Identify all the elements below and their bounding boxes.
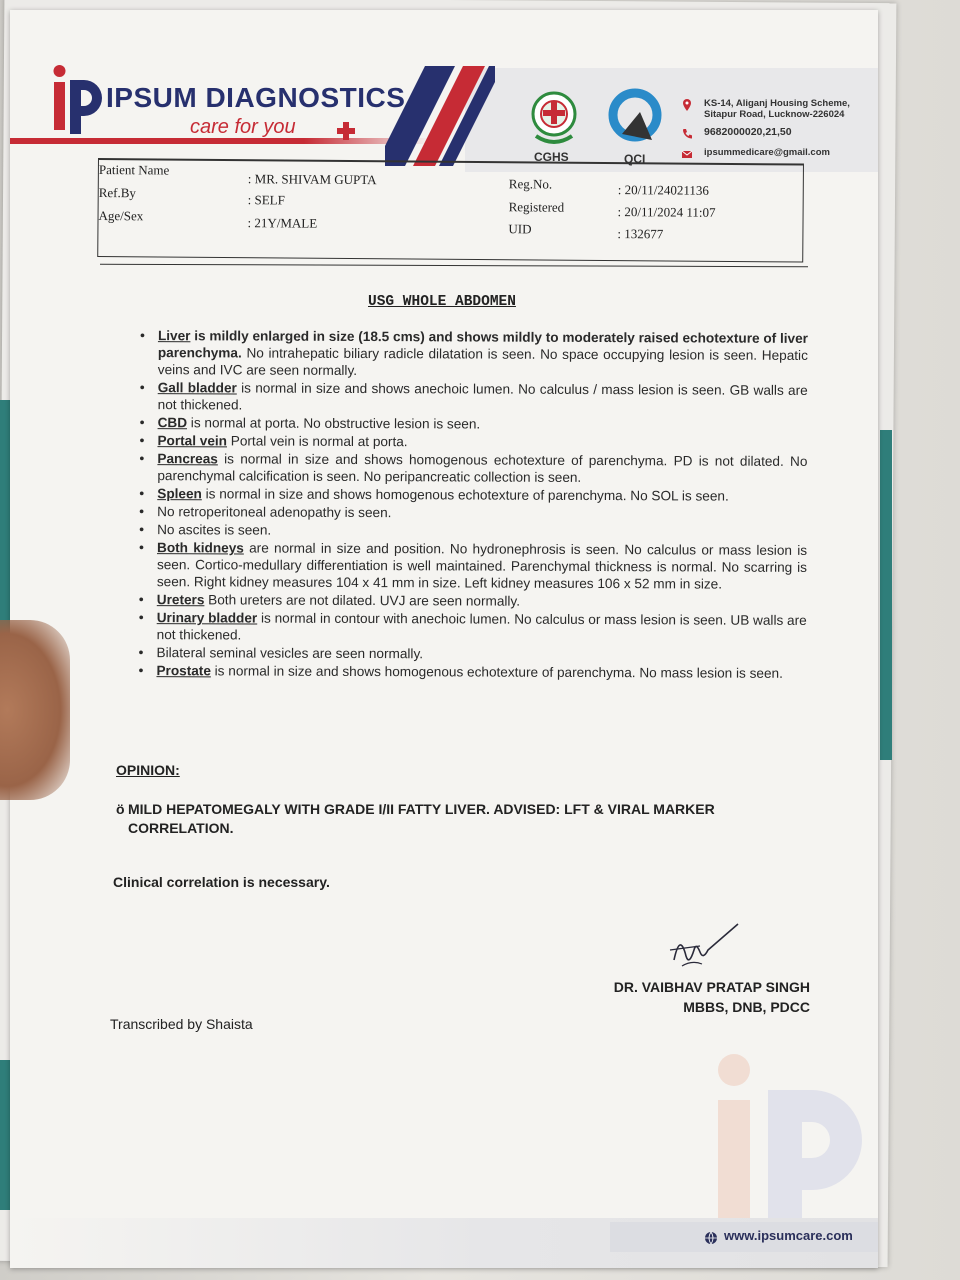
finding-item: • Bilateral seminal vesicles are seen normally. <box>138 644 424 662</box>
ip-watermark-icon <box>700 1030 878 1230</box>
finding-item: • Liver is mildly enlarged in size (18.5 cms) and shows mildly to moderately raised echotexture of liver parenchyma. No intrahepatic biliary radicle dilatation is seen. No space occupying lesion is seen. Hepatic veins and IVC are seen normally. <box>139 327 808 378</box>
ip-logo-icon <box>48 56 108 136</box>
transcribed-by: Transcribed by Shaista <box>110 1016 253 1032</box>
folder-edge <box>880 430 892 760</box>
letterhead <box>10 10 878 170</box>
finding-text: is normal in size and shows homogenous echotexture of parenchyma. PD is not dilated. No parenchymal calcification is seen. No peripancreatic collection is seen. <box>157 451 808 485</box>
finding-term: Portal vein <box>157 433 228 449</box>
finding-item: • Spleen is normal in size and shows homogenous echotexture of parenchyma. No SOL is seen. <box>139 485 729 504</box>
location-pin-icon <box>682 99 692 111</box>
lab-name: IPSUM DIAGNOSTICS <box>106 82 406 113</box>
finding-item: • Urinary bladder is normal in contour with anechoic lumen. No calculus or mass lesion is seen. UB walls are not thickened. <box>138 609 807 643</box>
finding-item: • Gall bladder is normal in size and shows anechoic lumen. No calculus / mass lesion is seen. GB walls are not thickened. <box>139 379 808 413</box>
plus-icon <box>336 121 356 141</box>
opinion-bullet: ö <box>116 801 125 817</box>
findings-list <box>132 327 808 683</box>
cghs-label: CGHS <box>534 150 569 164</box>
email-icon <box>682 148 692 160</box>
report-page <box>10 10 878 1268</box>
finding-text: is normal in size and shows homogenous echotexture of parenchyma. No mass lesion is seen. <box>210 663 783 681</box>
reg-no-value: : 20/11/24021136 <box>617 182 709 198</box>
patient-info <box>97 158 808 279</box>
doctor-degrees: MBBS, DNB, PDCC <box>683 999 810 1015</box>
report-title: USG WHOLE ABDOMEN <box>368 294 516 310</box>
patient-name-value: : MR. SHIVAM GUPTA <box>247 171 377 188</box>
decorative-slashes-icon <box>385 66 495 166</box>
finding-item: • Both kidneys are normal in size and position. No hydronephrosis is seen. No calculus or mass lesion is seen. Cortico-medullary differentiation is well maintained. Parenchymal thickness is normal. No scarring is seen. Right kidney measures 104 x 41 mm in size. Left kidney measures 106 x 52 mm in size. <box>139 539 808 592</box>
finding-text: is normal in contour with anechoic lumen. No calculus or mass lesion is seen. UB walls are not thickened. <box>156 610 807 643</box>
ref-by-label: Ref.By <box>98 185 136 201</box>
finding-item: • CBD is normal at porta. No obstructive lesion is seen. <box>139 414 481 432</box>
finding-item: • Prostate is normal in size and shows homogenous echotexture of parenchyma. No mass lesion is seen. <box>138 662 783 681</box>
finding-text: is normal at porta. No obstructive lesion is seen. <box>187 415 481 432</box>
finding-text: No retroperitoneal adenopathy is seen. <box>157 504 392 521</box>
finding-text: Portal vein is normal at porta. <box>226 433 408 450</box>
finding-term: Both kidneys <box>157 540 244 556</box>
finding-term: CBD <box>157 415 188 431</box>
opinion-body: MILD HEPATOMEGALY WITH GRADE I/II FATTY LIVER. ADVISED: LFT & VIRAL MARKER CORRELATION. <box>128 801 715 836</box>
opinion-text <box>116 800 776 838</box>
address-line-1: KS-14, Aliganj Housing Scheme, <box>704 98 850 109</box>
finding-term: Prostate <box>156 663 211 679</box>
finding-term: Gall bladder <box>157 380 237 396</box>
finding-item: • Portal vein Portal vein is normal at porta. <box>139 432 408 450</box>
uid-label: UID <box>508 221 532 237</box>
doctor-name: DR. VAIBHAV PRATAP SINGH <box>613 979 810 995</box>
qci-logo-icon <box>608 88 662 148</box>
phone-icon <box>682 128 692 140</box>
finding-term: Ureters <box>156 592 205 608</box>
age-sex-value: : 21Y/MALE <box>247 215 318 231</box>
uid-value: : 132677 <box>617 226 664 242</box>
finding-text: Bilateral seminal vesicles are seen normally. <box>156 645 424 662</box>
finding-term: Urinary bladder <box>156 610 258 626</box>
finding-text: No intrahepatic biliary radicle dilatation is seen. No space occupying lesion is seen. Hepatic veins and IVC are seen normally. <box>157 345 808 378</box>
finding-term: Pancreas <box>157 451 218 467</box>
doctor-block <box>600 977 810 1017</box>
age-sex-label: Age/Sex <box>98 208 144 224</box>
finding-term: Liver <box>157 328 191 344</box>
email-address: ipsummedicare@gmail.com <box>704 147 830 158</box>
cghs-seal-icon <box>528 90 580 146</box>
finding-term: Spleen <box>157 486 202 502</box>
qci-label: QCI <box>624 152 646 166</box>
patient-name-label: Patient Name <box>98 162 170 178</box>
finding-text: is normal in size and shows homogenous echotexture of parenchyma. No SOL is seen. <box>201 486 729 504</box>
address-line-2: Sitapur Road, Lucknow-226024 <box>704 109 845 120</box>
thumb <box>0 620 70 800</box>
registered-value: : 20/11/2024 11:07 <box>617 204 716 220</box>
finding-item: • Ureters Both ureters are not dilated. UVJ are seen normally. <box>138 591 521 609</box>
finding-item: • Pancreas is normal in size and shows homogenous echotexture of parenchyma. PD is not dilated. No parenchymal calcification is seen. No peripancreatic collection is seen. <box>139 450 808 485</box>
finding-text: No ascites is seen. <box>157 522 272 538</box>
clinical-note: Clinical correlation is necessary. <box>113 874 330 890</box>
finding-emphasis: is mildly enlarged in size (18.5 cms) and shows mildly to moderately raised echotexture of liver parenchyma. <box>157 328 808 361</box>
finding-item: • No ascites is seen. <box>139 521 272 538</box>
finding-text: are normal in size and position. No hydronephrosis is seen. No calculus or mass lesion is seen. Cortico-medullary differentiation is well maintained. Parenchymal thickness is normal. No scarring is seen. Right kidney measures 104 x 41 mm in size. Left kidney measures 106 x 52 mm in size. <box>156 540 808 592</box>
ref-by-value: : SELF <box>247 192 285 208</box>
finding-item: • No retroperitoneal adenopathy is seen. <box>139 503 392 521</box>
doctor-signature <box>668 920 744 974</box>
finding-text: is normal in size and shows anechoic lumen. No calculus / mass lesion is seen. GB walls are not thickened. <box>157 380 808 413</box>
phone-number: 9682000020,21,50 <box>704 126 792 138</box>
finding-text: Both ureters are not dilated. UVJ are seen normally. <box>204 592 521 609</box>
opinion-heading: OPINION: <box>116 762 180 778</box>
reg-no-label: Reg.No. <box>508 176 553 192</box>
globe-icon <box>704 1231 718 1245</box>
registered-label: Registered <box>508 199 565 215</box>
lab-tagline: care for you <box>190 116 296 138</box>
website-link[interactable]: www.ipsumcare.com <box>724 1228 853 1243</box>
